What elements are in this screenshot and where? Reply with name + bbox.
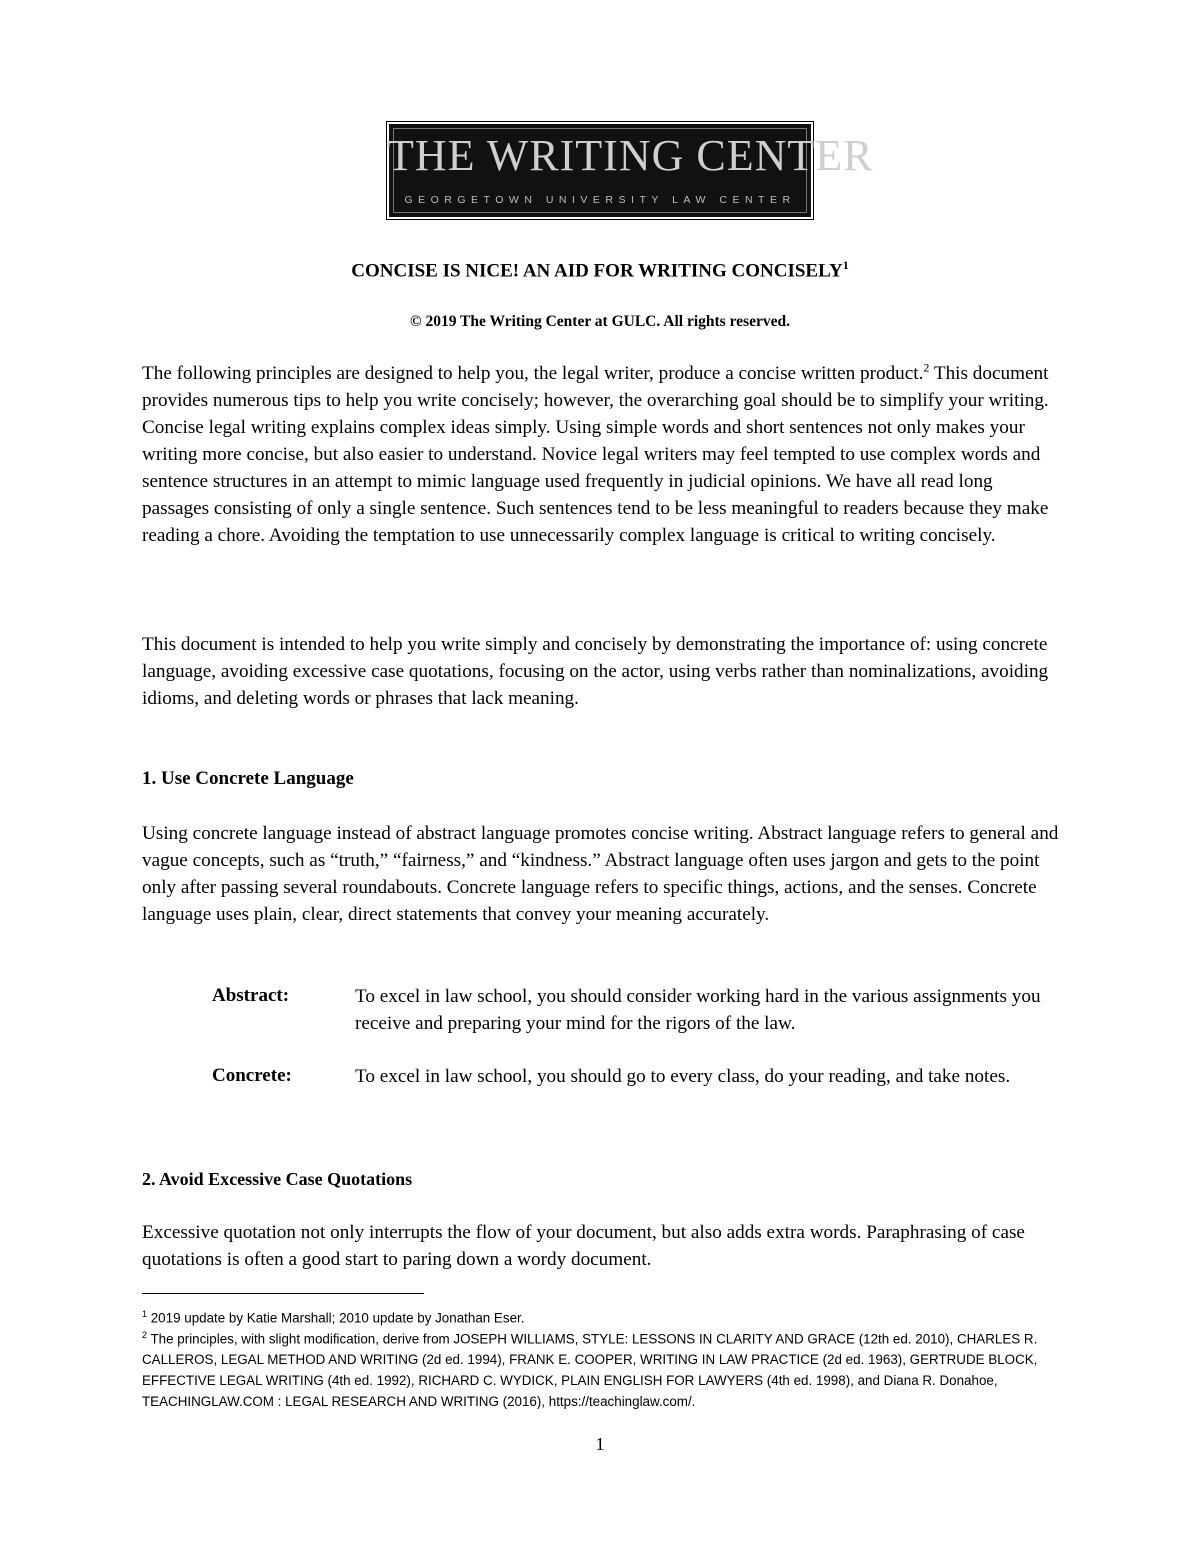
example-concrete-label: Concrete: [212, 1065, 292, 1086]
purpose-paragraph: This document is intended to help you write simply and concisely by demonstrating the importance of: using concrete language, avoiding excessive case quotations, focusing on the actor, using verbs rather than nominalizations, avoiding idioms, and deleting words or phrases that lack meaning. [142, 634, 1049, 709]
intro-paragraph [142, 360, 1062, 549]
document-title-text: CONCISE IS NICE! AN AID FOR WRITING CONCISELY [351, 260, 843, 282]
section-2-heading: 2. Avoid Excessive Case Quotations [142, 1169, 413, 1189]
footnote-1-text: 2019 update by Katie Marshall; 2010 update by Jonathan Eser. [147, 1310, 525, 1326]
example-abstract-text: To excel in law school, you should consider working hard in the various assignments you receive and preparing your mind for the rigors of the law. [355, 986, 1041, 1034]
page-number: 1 [595, 1434, 605, 1454]
footnote-1-number: 1 [142, 1309, 148, 1319]
example-concrete-text: To excel in law school, you should go to every class, do your reading, and take notes. [355, 1066, 1011, 1087]
footnote-ref-1[interactable]: 1 [842, 258, 849, 272]
footnote-2-number: 2 [142, 1330, 148, 1340]
logo-title: THE WRITING CENTER [387, 131, 874, 180]
footnote-ref-2[interactable]: 2 [923, 360, 930, 375]
section-2-body: Excessive quotation not only interrupts the flow of your document, but also adds extra words. Paraphrasing of case quotations is often a good start to paring down a wordy document. [142, 1222, 1025, 1270]
intro-text-part2: This document provides numerous tips to help you write concisely; however, the overarching goal should be to simplify your writing. Concise legal writing explains complex ideas simply. Using simple words and short sentences not only makes your writing more concise, but also easier to understand. Novice legal writers may feel tempted to use complex words and sentence structures in an attempt to mimic language used frequently in judicial opinions. We have all read long passages consisting of only a single sentence. Such sentences tend to be less meaningful to readers because they make reading a chore. Avoiding the temptation to use unnecessarily complex language is critical to writing concisely. [142, 363, 1049, 546]
footnote-2-text: The principles, with slight modification, derive from JOSEPH WILLIAMS, STYLE: LESSONS IN CLARITY AND GRACE (12th ed. 2010), CHARLES R. CALLEROS, LEGAL METHOD AND WRITING (2d ed. 1994), FRANK E. COOPER, WRITING IN LAW PRACTICE (2d ed. 1963), GERTRUDE BLOCK, EFFECTIVE LEGAL WRITING (4th ed. 1992), RICHARD C. WYDICK, PLAIN ENGLISH FOR LAWYERS (4th ed. 1998), and Diana R. Donahoe, TEACHINGLAW.COM : LEGAL RESEARCH AND WRITING (2016), https://teachinglaw.com/. [142, 1331, 1038, 1410]
footnote-divider [142, 1293, 424, 1294]
copyright-notice: © 2019 The Writing Center at GULC. All rights reserved. [410, 313, 790, 330]
example-abstract-label: Abstract: [212, 985, 290, 1006]
logo-subtitle: GEORGETOWN UNIVERSITY LAW CENTER [404, 194, 796, 206]
intro-text-part1: The following principles are designed to help you, the legal writer, produce a concise written product. [142, 363, 924, 384]
section-1-body: Using concrete language instead of abstract language promotes concise writing. Abstract language refers to general and vague concepts, such as “truth,” “fairness,” and “kindness.” Abstract language often uses jargon and gets to the point only after passing several roundabouts. Concrete language refers to specific things, actions, and the senses. Concrete language uses plain, clear, direct statements that convey your meaning accurately. [142, 823, 1059, 925]
document-title [0, 258, 1200, 282]
writing-center-logo [386, 121, 874, 220]
section-1-heading: 1. Use Concrete Language [142, 768, 354, 789]
footnote-2 [142, 1325, 1067, 1412]
